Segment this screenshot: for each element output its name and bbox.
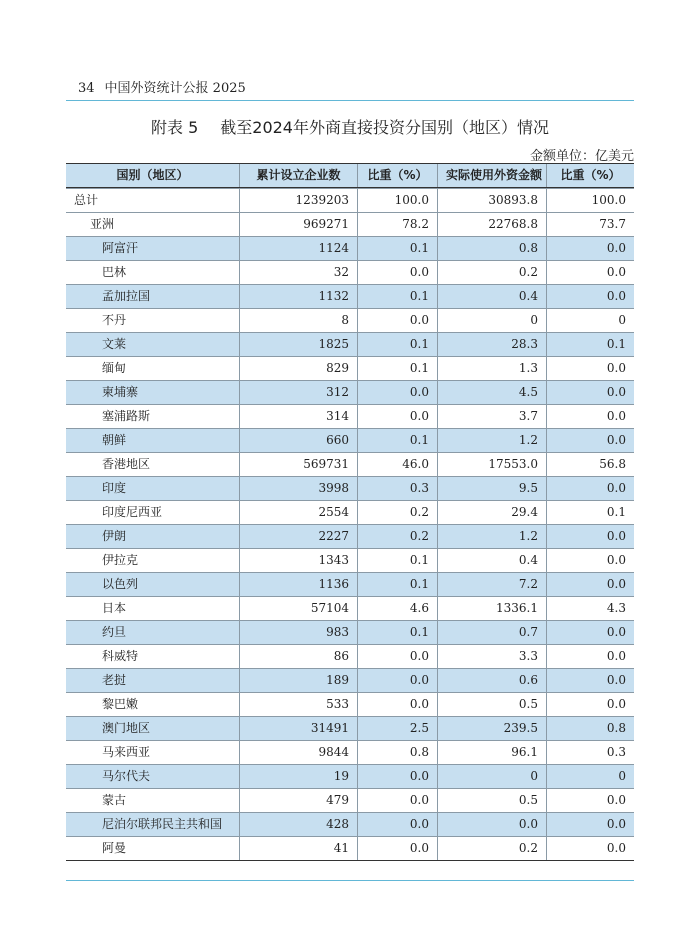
share-cell: 100.0 bbox=[546, 189, 634, 212]
share-cell: 0.0 bbox=[546, 693, 634, 716]
share-cell: 0 bbox=[546, 765, 634, 788]
share-cell: 0.0 bbox=[546, 261, 634, 284]
share-cell: 4.6 bbox=[357, 597, 437, 620]
table-row bbox=[66, 452, 634, 476]
country-cell: 总计 bbox=[74, 193, 99, 207]
share-cell: 0.0 bbox=[546, 669, 634, 692]
share-cell: 0.0 bbox=[357, 789, 437, 812]
country-cell: 塞浦路斯 bbox=[102, 409, 151, 423]
country-cell: 以色列 bbox=[102, 577, 139, 591]
column-header: 比重（%） bbox=[546, 164, 634, 187]
share-cell: 0.0 bbox=[546, 789, 634, 812]
table-label: 附表 5 bbox=[150, 118, 199, 137]
amount-cell: 0.5 bbox=[437, 789, 546, 812]
country-cell: 伊朗 bbox=[102, 529, 127, 543]
share-cell: 0.1 bbox=[357, 357, 437, 380]
table-row bbox=[66, 548, 634, 572]
running-header bbox=[66, 78, 634, 100]
share-cell: 0.0 bbox=[546, 381, 634, 404]
country-cell: 科威特 bbox=[102, 649, 139, 663]
enterprises-cell: 969271 bbox=[239, 213, 357, 236]
table-row bbox=[66, 836, 634, 860]
amount-cell: 0.7 bbox=[437, 621, 546, 644]
table-row bbox=[66, 260, 634, 284]
share-cell: 78.2 bbox=[357, 213, 437, 236]
amount-cell: 239.5 bbox=[437, 717, 546, 740]
share-cell: 0.0 bbox=[546, 525, 634, 548]
share-cell: 0.1 bbox=[357, 237, 437, 260]
share-cell: 0.8 bbox=[357, 741, 437, 764]
country-cell: 阿富汗 bbox=[102, 241, 139, 255]
share-cell: 0.1 bbox=[357, 573, 437, 596]
enterprises-cell: 86 bbox=[239, 645, 357, 668]
country-cell: 孟加拉国 bbox=[102, 289, 151, 303]
table-row bbox=[66, 428, 634, 452]
table-header-row bbox=[66, 164, 634, 188]
table-row bbox=[66, 524, 634, 548]
share-cell: 0.0 bbox=[546, 645, 634, 668]
country-cell: 柬埔寨 bbox=[102, 385, 139, 399]
share-cell: 0.0 bbox=[546, 285, 634, 308]
table-row bbox=[66, 404, 634, 428]
table-row bbox=[66, 644, 634, 668]
country-cell: 香港地区 bbox=[102, 457, 151, 471]
country-cell: 老挝 bbox=[102, 673, 127, 687]
table-row bbox=[66, 236, 634, 260]
country-cell: 约旦 bbox=[102, 625, 127, 639]
enterprises-cell: 479 bbox=[239, 789, 357, 812]
amount-cell: 96.1 bbox=[437, 741, 546, 764]
column-header: 比重（%） bbox=[357, 164, 437, 187]
enterprises-cell: 1825 bbox=[239, 333, 357, 356]
share-cell: 0.0 bbox=[546, 357, 634, 380]
country-cell: 蒙古 bbox=[102, 793, 127, 807]
share-cell: 0 bbox=[546, 309, 634, 332]
column-header: 国别（地区） bbox=[116, 168, 189, 182]
share-cell: 0.3 bbox=[546, 741, 634, 764]
amount-cell: 0.4 bbox=[437, 285, 546, 308]
share-cell: 0.0 bbox=[546, 573, 634, 596]
share-cell: 0.1 bbox=[357, 621, 437, 644]
share-cell: 0.0 bbox=[357, 405, 437, 428]
amount-cell: 0 bbox=[437, 309, 546, 332]
share-cell: 0.0 bbox=[546, 429, 634, 452]
share-cell: 0.0 bbox=[546, 549, 634, 572]
enterprises-cell: 1239203 bbox=[239, 189, 357, 212]
share-cell: 0.0 bbox=[546, 813, 634, 836]
table-row bbox=[66, 332, 634, 356]
amount-cell: 0 bbox=[437, 765, 546, 788]
enterprises-cell: 9844 bbox=[239, 741, 357, 764]
country-cell: 黎巴嫩 bbox=[102, 697, 139, 711]
enterprises-cell: 57104 bbox=[239, 597, 357, 620]
share-cell: 4.3 bbox=[546, 597, 634, 620]
table-row bbox=[66, 596, 634, 620]
country-cell: 马来西亚 bbox=[102, 745, 151, 759]
share-cell: 0.0 bbox=[357, 309, 437, 332]
investment-table bbox=[66, 163, 634, 861]
amount-cell: 1.3 bbox=[437, 357, 546, 380]
enterprises-cell: 32 bbox=[239, 261, 357, 284]
country-cell: 朝鲜 bbox=[102, 433, 127, 447]
table-row bbox=[66, 740, 634, 764]
amount-cell: 0.6 bbox=[437, 669, 546, 692]
share-cell: 0.0 bbox=[357, 669, 437, 692]
enterprises-cell: 829 bbox=[239, 357, 357, 380]
table-row bbox=[66, 764, 634, 788]
country-cell: 日本 bbox=[102, 601, 127, 615]
enterprises-cell: 569731 bbox=[239, 453, 357, 476]
share-cell: 0.1 bbox=[357, 429, 437, 452]
unit-note: 金额单位：亿美元 bbox=[529, 149, 634, 164]
share-cell: 0.0 bbox=[357, 693, 437, 716]
country-cell: 缅甸 bbox=[102, 361, 127, 375]
enterprises-cell: 312 bbox=[239, 381, 357, 404]
table-row bbox=[66, 812, 634, 836]
share-cell: 0.3 bbox=[357, 477, 437, 500]
country-cell: 文莱 bbox=[102, 337, 127, 351]
enterprises-cell: 41 bbox=[239, 837, 357, 860]
share-cell: 0.0 bbox=[546, 477, 634, 500]
amount-cell: 29.4 bbox=[437, 501, 546, 524]
amount-cell: 22768.8 bbox=[437, 213, 546, 236]
share-cell: 0.0 bbox=[546, 621, 634, 644]
share-cell: 0.1 bbox=[357, 285, 437, 308]
country-cell: 尼泊尔联邦民主共和国 bbox=[102, 817, 223, 831]
share-cell: 0.0 bbox=[546, 405, 634, 428]
share-cell: 0.0 bbox=[357, 261, 437, 284]
share-cell: 0.0 bbox=[357, 381, 437, 404]
country-cell: 巴林 bbox=[102, 265, 127, 279]
share-cell: 73.7 bbox=[546, 213, 634, 236]
share-cell: 0.0 bbox=[357, 765, 437, 788]
country-cell: 马尔代夫 bbox=[102, 769, 151, 783]
share-cell: 0.0 bbox=[357, 645, 437, 668]
share-cell: 0.2 bbox=[357, 525, 437, 548]
enterprises-cell: 983 bbox=[239, 621, 357, 644]
amount-cell: 4.5 bbox=[437, 381, 546, 404]
share-cell: 0.0 bbox=[357, 837, 437, 860]
amount-cell: 1.2 bbox=[437, 525, 546, 548]
table-row bbox=[66, 716, 634, 740]
amount-cell: 17553.0 bbox=[437, 453, 546, 476]
share-cell: 0.1 bbox=[357, 333, 437, 356]
share-cell: 0.1 bbox=[546, 333, 634, 356]
table-row bbox=[66, 668, 634, 692]
table-row bbox=[66, 284, 634, 308]
country-cell: 印度 bbox=[102, 481, 127, 495]
table-row bbox=[66, 188, 634, 212]
country-cell: 阿曼 bbox=[102, 841, 127, 855]
enterprises-cell: 314 bbox=[239, 405, 357, 428]
table-row bbox=[66, 572, 634, 596]
amount-cell: 0.2 bbox=[437, 837, 546, 860]
share-cell: 0.8 bbox=[546, 717, 634, 740]
country-cell: 亚洲 bbox=[90, 217, 115, 231]
share-cell: 46.0 bbox=[357, 453, 437, 476]
table-title-text: 截至2024年外商直接投资分国别（地区）情况 bbox=[220, 118, 549, 137]
country-cell: 不丹 bbox=[102, 313, 127, 327]
column-header: 累计设立企业数 bbox=[239, 164, 357, 187]
amount-cell: 28.3 bbox=[437, 333, 546, 356]
table-row bbox=[66, 212, 634, 236]
table-row bbox=[66, 620, 634, 644]
table-row bbox=[66, 308, 634, 332]
share-cell: 56.8 bbox=[546, 453, 634, 476]
enterprises-cell: 19 bbox=[239, 765, 357, 788]
enterprises-cell: 2227 bbox=[239, 525, 357, 548]
enterprises-cell: 1343 bbox=[239, 549, 357, 572]
share-cell: 0.1 bbox=[357, 549, 437, 572]
enterprises-cell: 1136 bbox=[239, 573, 357, 596]
footer-rule bbox=[66, 880, 634, 881]
table-row bbox=[66, 788, 634, 812]
table-row bbox=[66, 476, 634, 500]
amount-cell: 9.5 bbox=[437, 477, 546, 500]
amount-cell: 1.2 bbox=[437, 429, 546, 452]
enterprises-cell: 189 bbox=[239, 669, 357, 692]
enterprises-cell: 1132 bbox=[239, 285, 357, 308]
share-cell: 100.0 bbox=[357, 189, 437, 212]
share-cell: 0.1 bbox=[546, 501, 634, 524]
table-row bbox=[66, 500, 634, 524]
amount-cell: 0.8 bbox=[437, 237, 546, 260]
amount-cell: 7.2 bbox=[437, 573, 546, 596]
amount-cell: 3.7 bbox=[437, 405, 546, 428]
header-rule bbox=[66, 100, 634, 101]
column-header: 实际使用外资金额 bbox=[437, 164, 546, 187]
amount-cell: 0.5 bbox=[437, 693, 546, 716]
table-row bbox=[66, 692, 634, 716]
share-cell: 2.5 bbox=[357, 717, 437, 740]
enterprises-cell: 1124 bbox=[239, 237, 357, 260]
country-cell: 澳门地区 bbox=[102, 721, 151, 735]
share-cell: 0.0 bbox=[546, 237, 634, 260]
share-cell: 0.0 bbox=[546, 837, 634, 860]
table-row bbox=[66, 380, 634, 404]
enterprises-cell: 660 bbox=[239, 429, 357, 452]
amount-cell: 30893.8 bbox=[437, 189, 546, 212]
amount-cell: 0.0 bbox=[437, 813, 546, 836]
publication-title: 中国外资统计公报 2025 bbox=[104, 81, 246, 96]
amount-cell: 0.2 bbox=[437, 261, 546, 284]
amount-cell: 1336.1 bbox=[437, 597, 546, 620]
share-cell: 0.0 bbox=[357, 813, 437, 836]
page-number: 34 bbox=[78, 81, 95, 96]
country-cell: 伊拉克 bbox=[102, 553, 139, 567]
amount-cell: 0.4 bbox=[437, 549, 546, 572]
share-cell: 0.2 bbox=[357, 501, 437, 524]
enterprises-cell: 8 bbox=[239, 309, 357, 332]
amount-cell: 3.3 bbox=[437, 645, 546, 668]
enterprises-cell: 428 bbox=[239, 813, 357, 836]
enterprises-cell: 3998 bbox=[239, 477, 357, 500]
country-cell: 印度尼西亚 bbox=[102, 505, 163, 519]
enterprises-cell: 533 bbox=[239, 693, 357, 716]
enterprises-cell: 2554 bbox=[239, 501, 357, 524]
enterprises-cell: 31491 bbox=[239, 717, 357, 740]
table-title bbox=[66, 115, 634, 138]
table-row bbox=[66, 356, 634, 380]
